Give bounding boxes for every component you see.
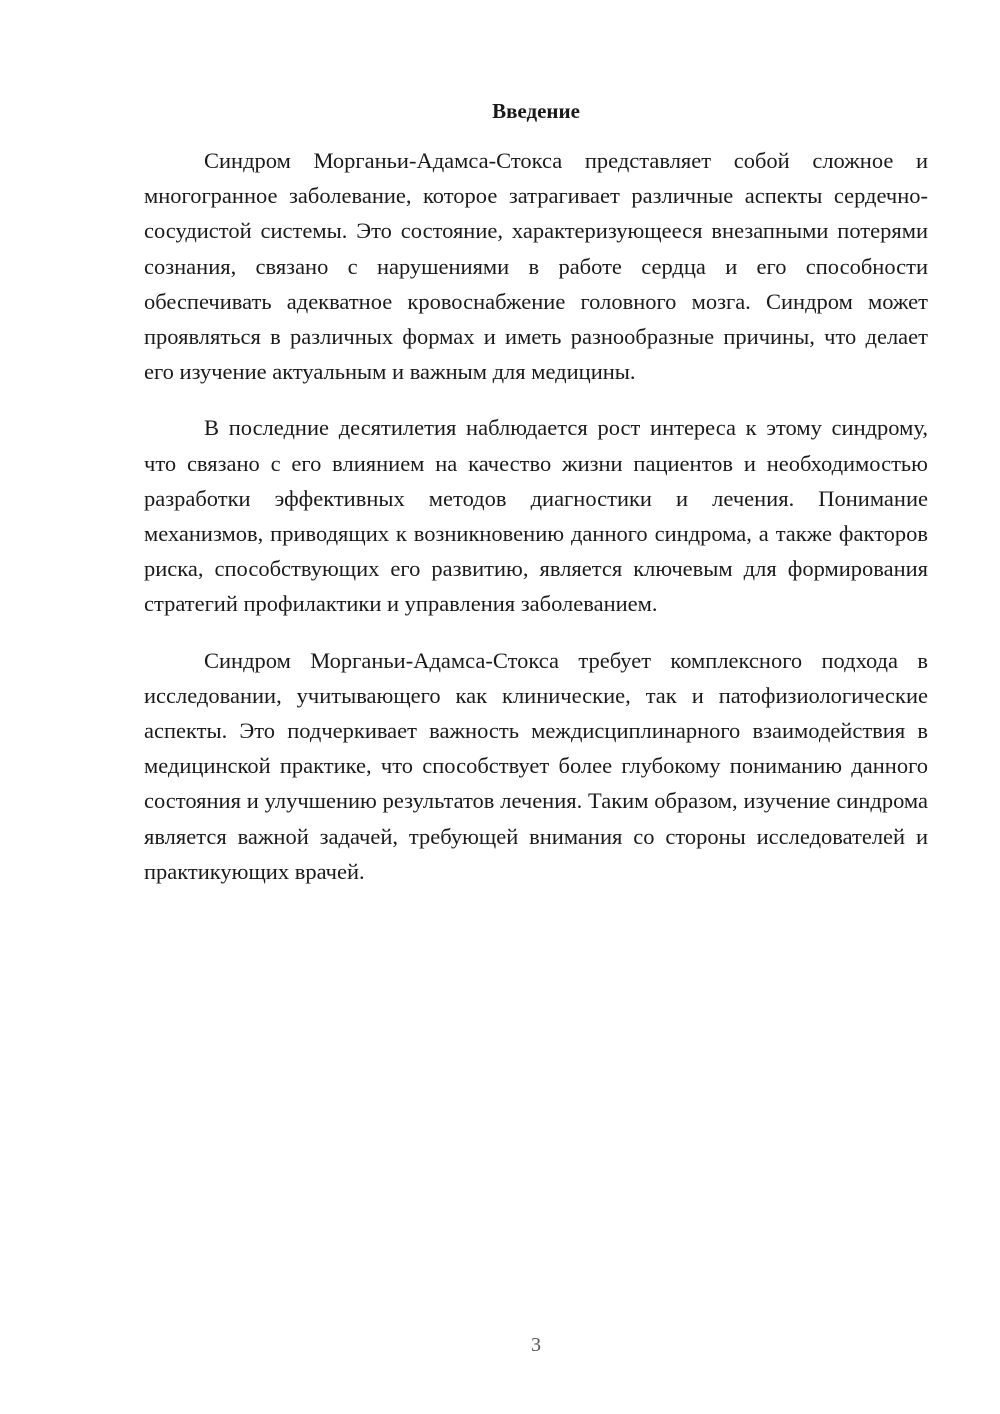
body-text [144,143,928,910]
paragraph-3: Синдром Морганьи-Адамса-Стокса требует комплексного подхода в исследовании, учитывающего как клинические, так и патофизиологические аспекты. Это подчеркивает важность междисциплинарного взаимодействия в медицинской практике, что способствует более глубокому пониманию данного состояния и улучшению результатов лечения. Таким образом, изучение синдрома является важной задачей, требующей внимания со стороны исследователей и практикующих врачей. [144,647,928,884]
paragraph-2: В последние десятилетия наблюдается рост интереса к этому синдрому, что связано с его влиянием на качество жизни пациентов и необходимостью разработки эффективных методов диагностики и лечения. Понимание механизмов, приводящих к возникновению данного синдрома, а также факторов риска, способствующих его развитию, является ключевым для формирования стратегий профилактики и управления заболеванием. [144,415,928,617]
page-number: 3 [531,1334,541,1356]
paragraph-1: Синдром Морганьи-Адамса-Стокса представляет собой сложное и многогранное заболевание, которое затрагивает различные аспекты сердечно-сосудистой системы. Это состояние, характеризующееся внезапными потерями сознания, связано с нарушениями в работе сердца и его способности обеспечивать адекватное кровоснабжение головного мозга. Синдром может проявляться в различных формах и иметь разнообразные причины, что делает его изучение актуальным и важным для медицины. [144,148,928,385]
section-title: Введение [492,99,580,123]
